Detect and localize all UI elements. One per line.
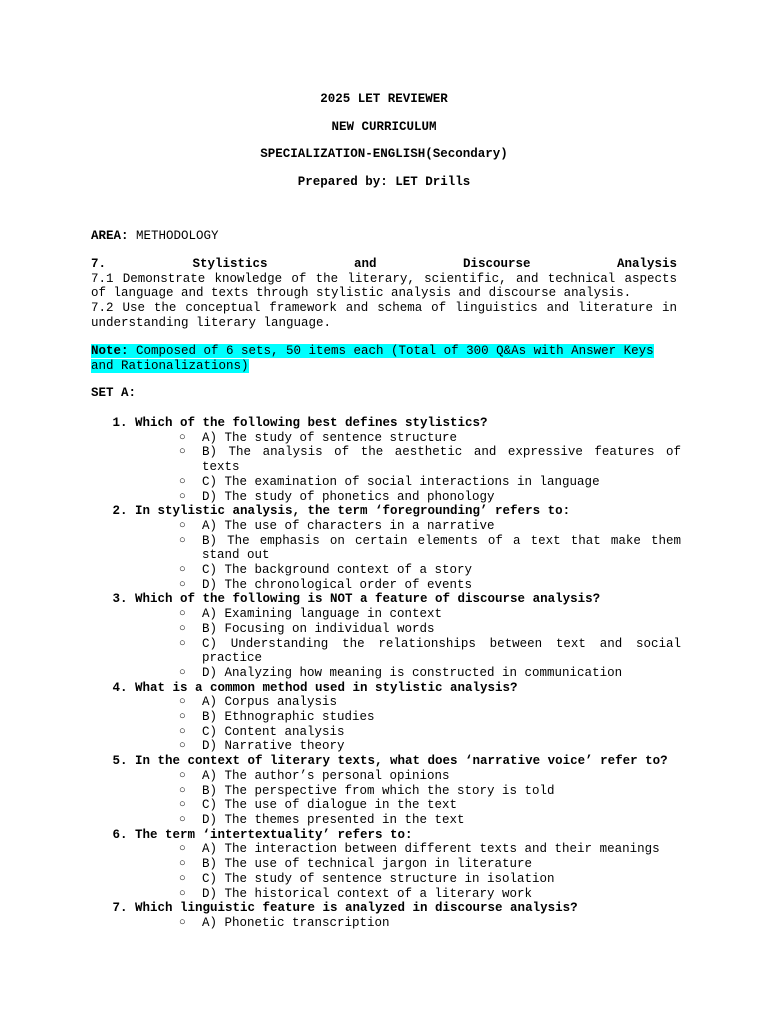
note-label: Note: xyxy=(91,344,129,358)
header-title: 2025 LET REVIEWER xyxy=(320,92,448,106)
section-title-word: Analysis xyxy=(616,257,677,271)
option-item: ○ A) Corpus analysis xyxy=(179,695,681,710)
competency-7-1: 7.1 Demonstrate knowledge of the literary, scientific, and technical aspects of language and texts through stylistic analysis and discourse analysis. xyxy=(91,271,677,301)
option-item: ○ C) The background context of a story xyxy=(179,563,681,578)
option-list xyxy=(135,842,681,901)
question-text: Which linguistic feature is analyzed in discourse analysis? xyxy=(135,901,578,916)
option-list xyxy=(135,431,681,505)
question-text: The term ‘intertextuality’ refers to: xyxy=(135,827,413,842)
option-item: ○ B) The perspective from which the story is told xyxy=(179,784,681,799)
question-text: In the context of literary texts, what does ‘narrative voice’ refer to? xyxy=(135,754,668,769)
section-number: 7. xyxy=(91,257,107,271)
set-label: SET A: xyxy=(91,386,137,400)
section-title xyxy=(91,257,677,272)
area-label: AREA: xyxy=(91,229,129,243)
section-title-word: Discourse xyxy=(462,257,531,271)
question-item xyxy=(135,592,681,680)
option-item: ○ D) The study of phonetics and phonology xyxy=(179,490,681,505)
section-title-word: Stylistics xyxy=(192,257,268,271)
option-list xyxy=(135,519,681,593)
option-item: ○ C) The use of dialogue in the text xyxy=(179,798,681,813)
option-item: ○ D) Analyzing how meaning is constructed in communication xyxy=(179,666,681,681)
option-list xyxy=(135,607,681,681)
question-text: What is a common method used in stylistic analysis? xyxy=(135,680,518,695)
option-item: ○ A) The study of sentence structure xyxy=(179,431,681,446)
competency-7-2: 7.2 Use the conceptual framework and schema of linguistics and literature in understanding literary language. xyxy=(91,301,677,330)
header-author: Prepared by: LET Drills xyxy=(297,175,471,190)
option-item: ○ C) Understanding the relationships between text and social practice xyxy=(179,637,681,666)
question-item xyxy=(135,504,681,592)
competency-section xyxy=(91,257,677,331)
question-item xyxy=(135,416,681,504)
question-item xyxy=(135,754,681,828)
option-item: ○ A) The author’s personal opinions xyxy=(179,769,681,784)
option-item: ○ B) The emphasis on certain elements of a text that make them stand out xyxy=(179,534,681,563)
option-item: ○ C) Content analysis xyxy=(179,725,681,740)
option-item: ○ A) The interaction between different texts and their meanings xyxy=(179,842,681,857)
question-text: Which of the following is NOT a feature of discourse analysis? xyxy=(135,592,601,607)
option-item: ○ B) The analysis of the aesthetic and expressive features of texts xyxy=(179,445,681,474)
note-paragraph xyxy=(91,344,677,373)
section-title-word: and xyxy=(353,257,377,271)
option-list xyxy=(135,695,681,754)
document-header xyxy=(0,92,768,203)
question-item xyxy=(135,901,681,930)
option-item: ○ A) Examining language in context xyxy=(179,607,681,622)
question-text: In stylistic analysis, the term ‘foregrounding’ refers to: xyxy=(135,504,571,519)
area-value: METHODOLOGY xyxy=(136,229,219,243)
option-item: ○ B) Focusing on individual words xyxy=(179,622,681,637)
option-list xyxy=(135,916,681,931)
option-item: ○ A) Phonetic transcription xyxy=(179,916,681,931)
header-specialization: SPECIALIZATION-ENGLISH(Secondary) xyxy=(260,147,508,162)
option-item: ○ C) The examination of social interactions in language xyxy=(179,475,681,490)
question-text: Which of the following best defines stylistics? xyxy=(135,416,488,430)
note-text: Composed of 6 sets, 50 items each (Total of 300 Q&As with Answer Keys and Rationalizations) xyxy=(91,344,654,373)
option-item: ○ A) The use of characters in a narrative xyxy=(179,519,681,534)
option-item: ○ D) The historical context of a literary work xyxy=(179,887,681,902)
option-item: ○ B) The use of technical jargon in literature xyxy=(179,857,681,872)
option-item: ○ D) The themes presented in the text xyxy=(179,813,681,828)
option-item: ○ B) Ethnographic studies xyxy=(179,710,681,725)
option-item: ○ D) Narrative theory xyxy=(179,739,681,754)
question-item xyxy=(135,681,681,755)
question-item xyxy=(135,828,681,902)
question-list xyxy=(91,416,681,931)
area-line xyxy=(91,229,219,244)
option-item: ○ C) The study of sentence structure in isolation xyxy=(179,872,681,887)
option-list xyxy=(135,769,681,828)
header-curriculum: NEW CURRICULUM xyxy=(331,119,437,134)
option-item: ○ D) The chronological order of events xyxy=(179,578,681,593)
